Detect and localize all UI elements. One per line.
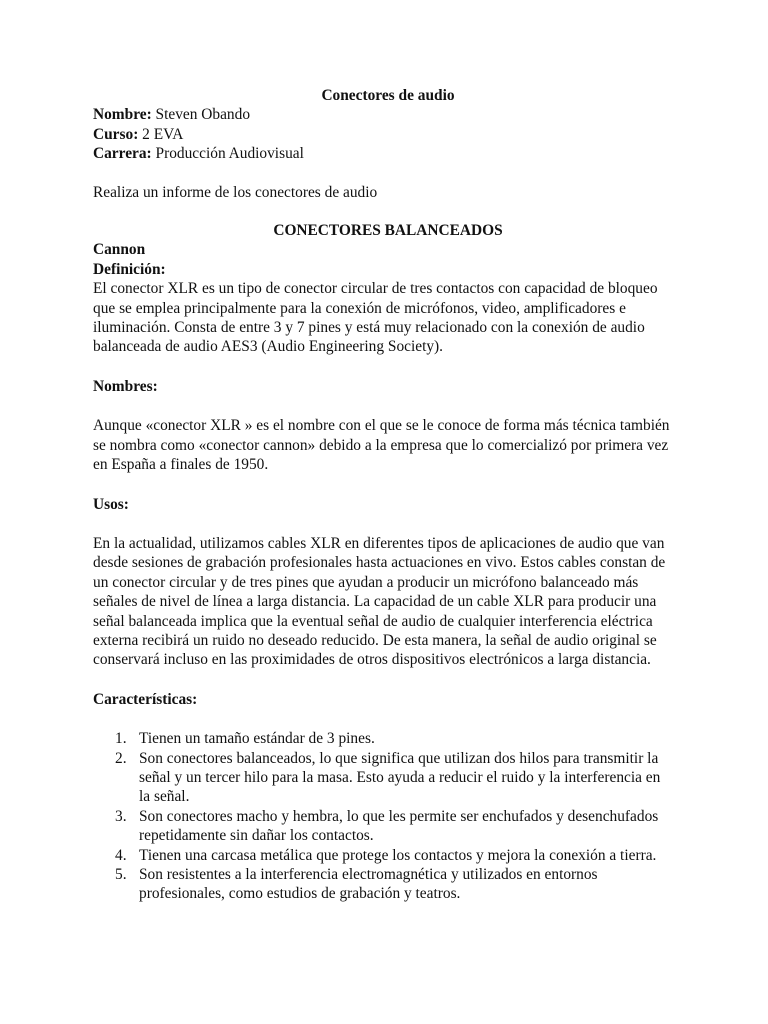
name-value: Steven Obando (151, 106, 251, 124)
paragraph-line: externa recibirá un ruido no deseado reducido. De esta manera, la señal de audio original se (93, 631, 657, 649)
list-number: 2. (115, 749, 127, 767)
uses-label: Usos: (93, 495, 129, 513)
paragraph-line: se nombra como «conector cannon» debido a la empresa que lo comercializó por primera vez (93, 436, 669, 454)
cannon-heading: Cannon (93, 241, 146, 259)
paragraph-line: iluminación. Consta de entre 3 y 7 pines y está muy relacionado con la conexión de audio (93, 319, 645, 337)
paragraph-line: señal balanceada implica que la eventual señal de audio de cualquier interferencia eléctrica (93, 612, 653, 630)
paragraph-line: desde sesiones de grabación profesionales hasta actuaciones en vivo. Estos cables constan de (93, 554, 666, 572)
list-item-line: repetidamente sin dañar los contactos. (139, 827, 374, 845)
features-label: Características: (93, 690, 198, 708)
list-item (93, 865, 683, 904)
definition-label: Definición: (93, 260, 166, 278)
list-item (93, 807, 683, 846)
course-value: 2 EVA (138, 125, 184, 143)
spacer (93, 396, 683, 416)
student-name-row (93, 105, 683, 124)
spacer (93, 709, 683, 729)
list-item (93, 729, 683, 748)
document-page (93, 86, 683, 904)
paragraph-line: en España a finales de 1950. (93, 456, 269, 474)
uses-paragraph (93, 534, 683, 670)
list-item (93, 846, 683, 865)
list-item-line: la señal. (139, 788, 190, 806)
names-label: Nombres: (93, 377, 158, 395)
list-number: 5. (115, 866, 127, 883)
course-label: Curso: (93, 125, 139, 143)
spacer (93, 357, 683, 377)
list-item-line: Son resistentes a la interferencia electromagnética y utilizados en entornos (139, 866, 598, 883)
paragraph-line: Aunque «conector XLR » es el nombre con el que se le conoce de forma más técnica también (93, 417, 670, 435)
paragraph-line: El conector XLR es un tipo de conector circular de tres contactos con capacidad de bloqueo (93, 280, 658, 298)
paragraph-line: balanceada de audio AES3 (Audio Engineering Society). (93, 338, 444, 356)
definition-paragraph (93, 279, 683, 357)
paragraph-line: conservará incluso en las proximidades de otros dispositivos electrónicos a larga distancia. (93, 651, 651, 669)
career-value: Producción Audiovisual (151, 145, 304, 163)
list-number: 3. (115, 807, 127, 825)
list-number: 4. (115, 846, 127, 864)
spacer (93, 475, 683, 495)
section-title: CONECTORES BALANCEADOS (273, 222, 503, 240)
paragraph-line: que se emplea principalmente para la conexión de micrófonos, video, amplificadores e (93, 299, 626, 317)
paragraph-line: señales de nivel de línea a larga distancia. La capacidad de un cable XLR para producir una (93, 593, 657, 611)
list-item-line: Son conectores balanceados, lo que significa que utilizan dos hilos para transmitir la (139, 749, 659, 767)
document-title: Conectores de audio (321, 87, 455, 104)
names-paragraph (93, 416, 683, 474)
spacer (93, 670, 683, 690)
list-item-line: Tienen un tamaño estándar de 3 pines. (139, 730, 375, 748)
paragraph-line: un conector circular y de tres pines que ayudan a producir un micrófono balanceado más (93, 573, 639, 591)
list-item-line: señal y un tercer hilo para la masa. Esto ayuda a reducir el ruido y la interferencia en (139, 768, 661, 786)
list-item-line: Tienen una carcasa metálica que protege los contactos y mejora la conexión a tierra. (139, 846, 657, 864)
spacer (93, 164, 683, 183)
career-label: Carrera: (93, 145, 152, 163)
list-item-line: profesionales, como estudios de grabación y teatros. (139, 885, 461, 903)
list-item-line: Son conectores macho y hembra, lo que les permite ser enchufados y desenchufados (139, 807, 659, 825)
paragraph-line: En la actualidad, utilizamos cables XLR en diferentes tipos de aplicaciones de audio que van (93, 534, 665, 552)
features-list (93, 729, 683, 904)
list-item (93, 749, 683, 807)
course-row (93, 125, 683, 144)
spacer (93, 514, 683, 534)
career-row (93, 144, 683, 163)
spacer (93, 202, 683, 221)
name-label: Nombre: (93, 106, 152, 124)
list-number: 1. (115, 730, 127, 748)
assignment-text: Realiza un informe de los conectores de audio (93, 183, 378, 201)
